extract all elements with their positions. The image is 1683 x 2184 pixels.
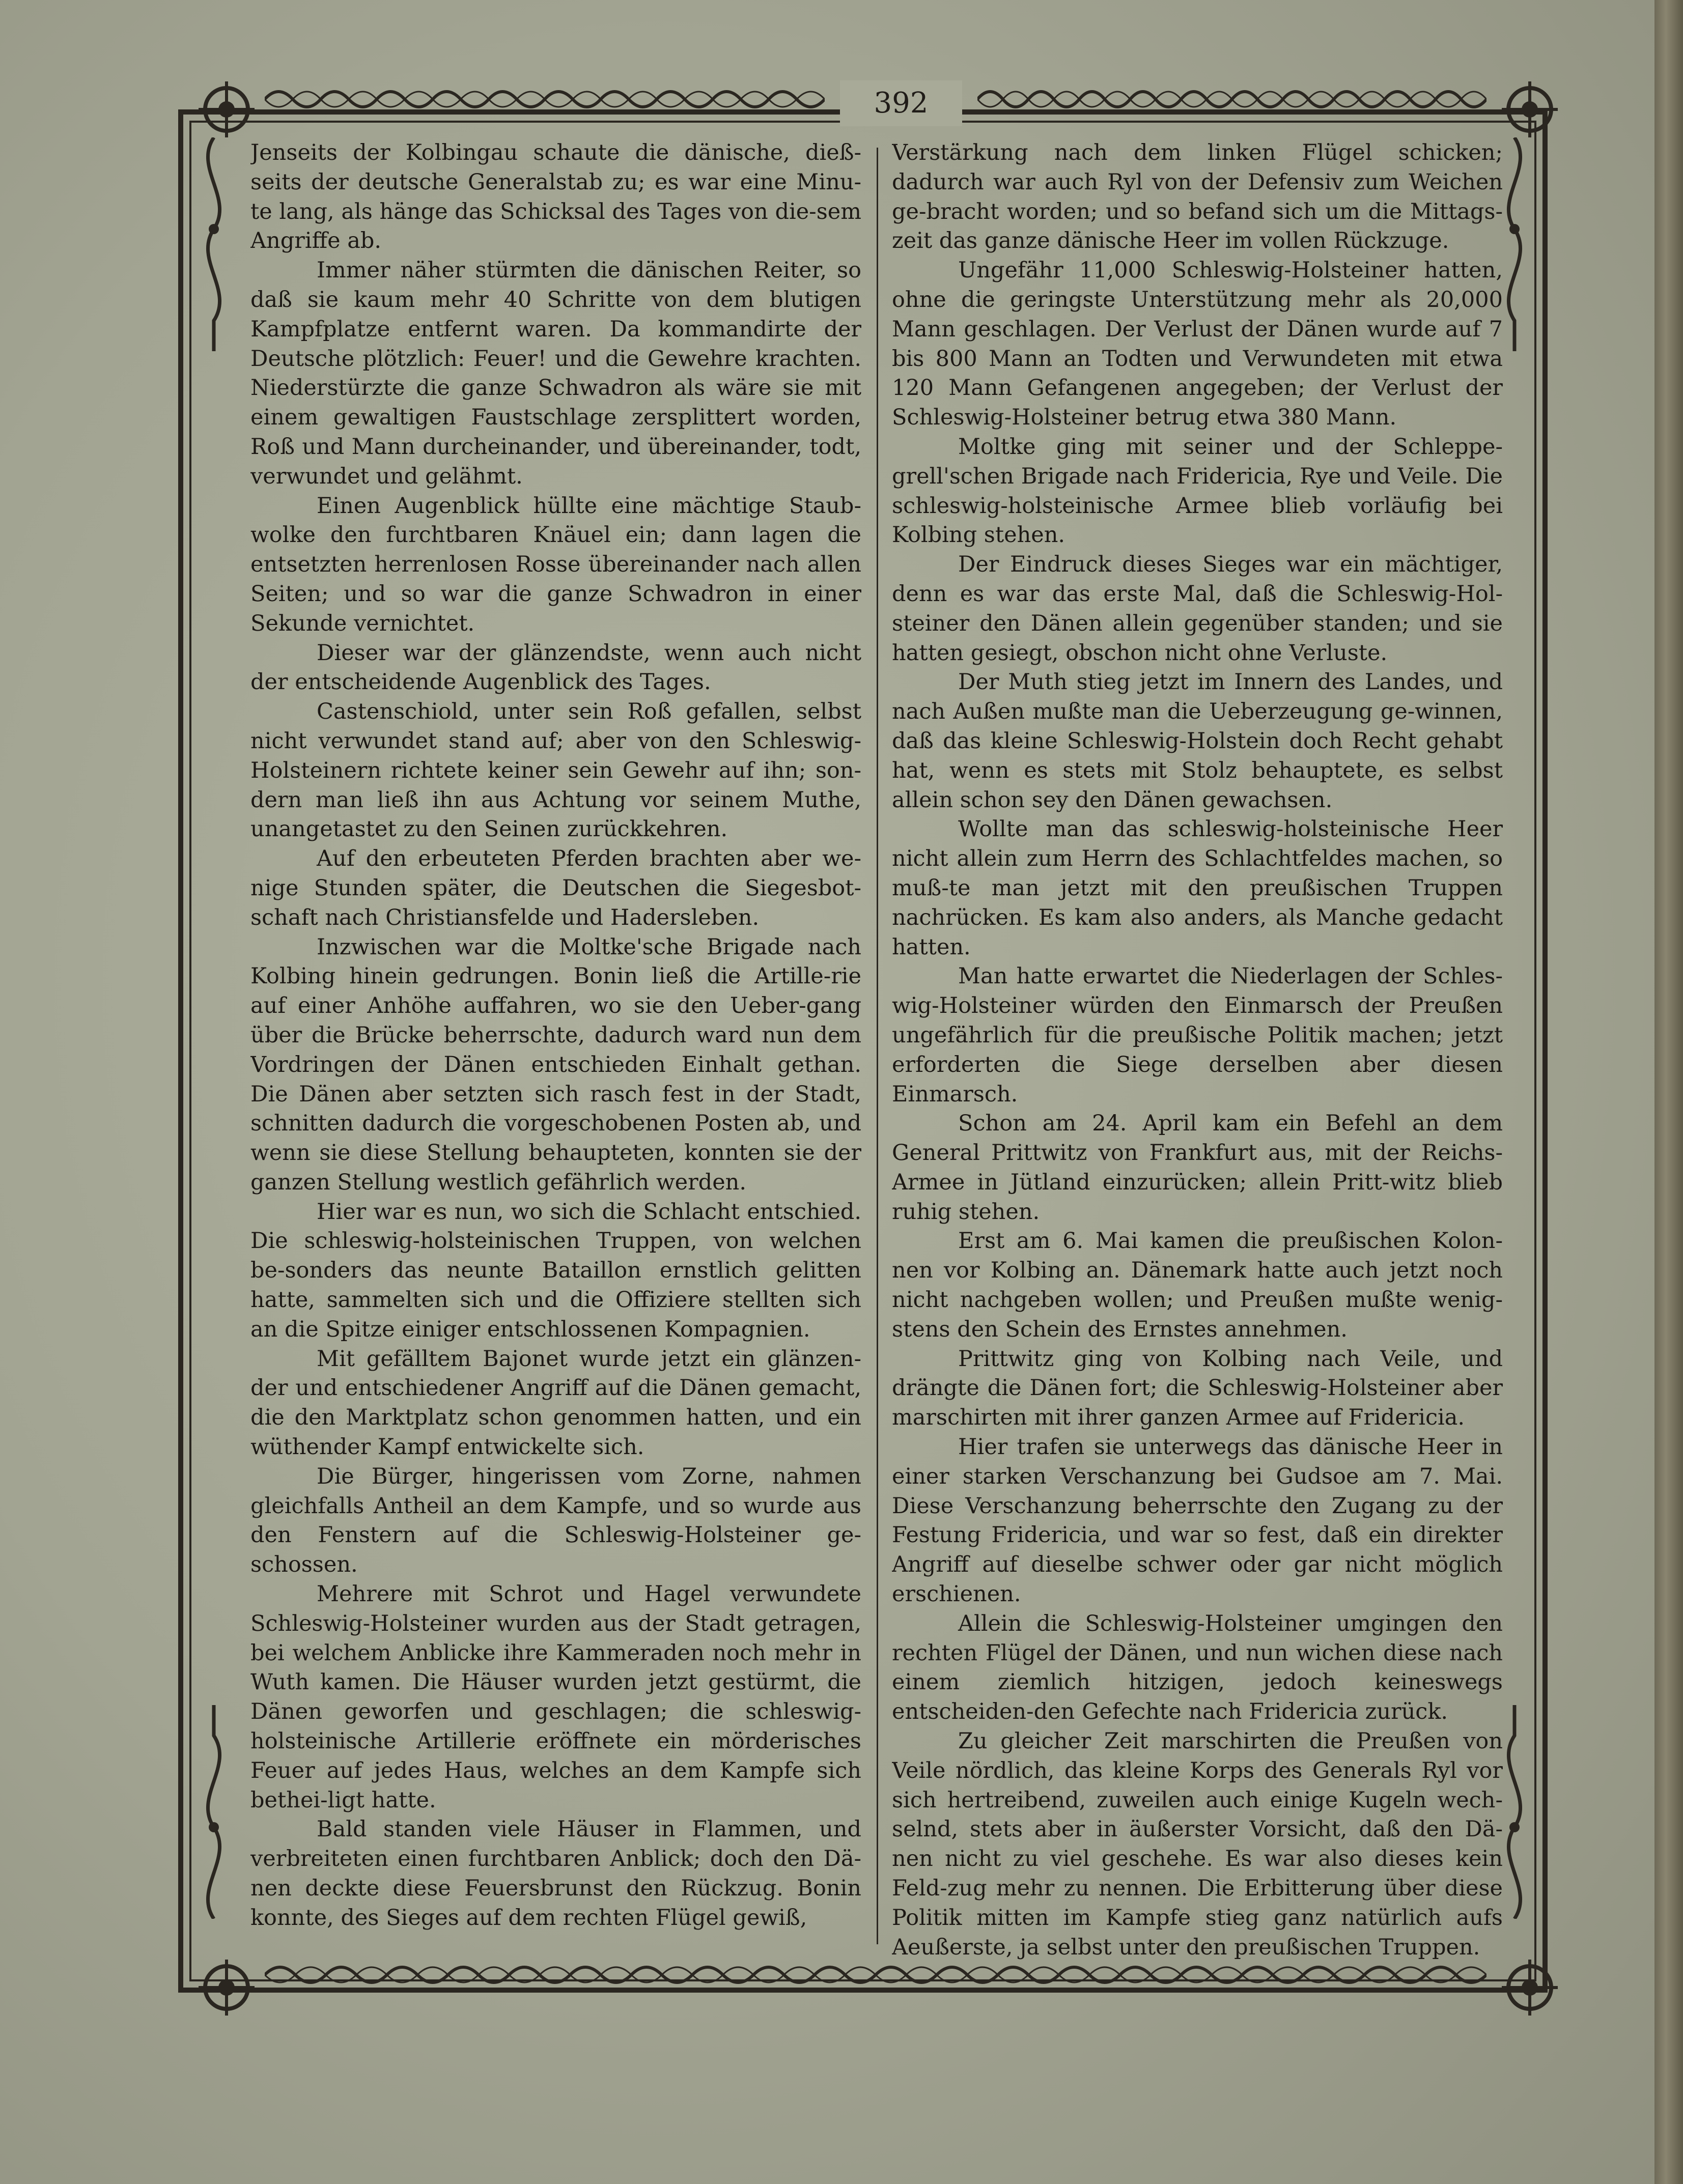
paragraph: Castenschiold, unter sein Roß gefallen, selbst nicht verwundet stand auf; aber von den Schleswig-Holsteinern richtete keiner sein Gewehr auf ihn; son-dern man ließ ihn aus Achtung vor seinem Muthe, unangetastet zu den Seinen zurückkehren. (250, 699, 861, 842)
corner-rosette-icon (1492, 1949, 1568, 2026)
vine-ornament-icon (193, 137, 234, 351)
paragraph: Verstärkung nach dem linken Flügel schicken; dadurch war auch Ryl von der Defensiv zum Weichen ge-bracht worden; und so befand sich um die Mittags-zeit das ganze dänische Heer im vollen Rückzuge. (892, 140, 1503, 254)
paragraph: Inzwischen war die Moltke'sche Brigade nach Kolbing hinein gedrungen. Bonin ließ die Artille-rie auf einer Anhöhe auffahren, wo sie den Ueber-gang über die Brücke beherrschte, dadurch ward nun dem Vordringen der Dänen entschieden Einhalt gethan. Die Dänen aber setzten sich rasch fest in der Stadt, schnitten dadurch die vorgeschobenen Posten ab, und wenn sie diese Stellung behaupteten, konnten sie der ganzen Stellung westlich gefährlich werden. (250, 934, 861, 1195)
paragraph: Hier trafen sie unterwegs das dänische Heer in einer starken Verschanzung bei Gudsoe am 7. Mai. Diese Verschanzung beherrschte den Zugang zu der Festung Fridericia, und war so fest, daß ein direkter Angriff auf dieselbe schwer oder gar nicht möglich erschienen. (892, 1434, 1503, 1607)
page-number: 392 (840, 80, 962, 126)
wave-border-icon (977, 84, 1486, 115)
paragraph: Dieser war der glänzendste, wenn auch nicht der entscheidende Augenblick des Tages. (250, 640, 861, 695)
corner-rosette-icon (188, 1949, 265, 2026)
wave-border-icon (265, 84, 825, 115)
paragraph: Erst am 6. Mai kamen die preußischen Kolon-nen vor Kolbing an. Dänemark hatte auch jetzt noch nicht nachgeben wollen; und Preußen mußte wenig-stens den Schein des Ernstes annehmen. (892, 1228, 1503, 1342)
paragraph: Mehrere mit Schrot und Hagel verwundete Schleswig-Holsteiner wurden aus der Stadt getragen, bei welchem Anblicke ihre Kammeraden noch mehr in Wuth kamen. Die Häuser wurden jetzt gestürmt, die Dänen geworfen und geschlagen; die schleswig-holsteinische Artillerie eröffnete ein mörderisches Feuer auf jedes Haus, welches an dem Kampfe sich bethei-ligt hatte. (250, 1581, 861, 1813)
column-divider (877, 148, 878, 1944)
right-column (892, 138, 1503, 1961)
paragraph: Der Muth stieg jetzt im Innern des Landes, und nach Außen mußte man die Ueberzeugung ge-winnen, daß das kleine Schleswig-Holstein doch Recht gehabt hat, wenn es stets mit Stolz behauptete, es selbst allein schon sey den Dänen gewachsen. (892, 669, 1503, 813)
paragraph: Schon am 24. April kam ein Befehl an dem General Prittwitz von Frankfurt aus, mit der Reichs-Armee in Jütland einzurücken; allein Pritt-witz blieb ruhig stehen. (892, 1111, 1503, 1225)
paragraph: Die Bürger, hingerissen vom Zorne, nahmen gleichfalls Antheil an dem Kampfe, und so wurde aus den Fenstern auf die Schleswig-Holsteiner ge-schossen. (250, 1463, 861, 1578)
paragraph: Der Eindruck dieses Sieges war ein mächtiger, denn es war das erste Mal, daß die Schleswig-Hol-steiner den Dänen allein gegenüber standen; und sie hatten gesiegt, obschon nicht ohne Verluste. (892, 552, 1503, 666)
wave-border-icon (265, 1960, 1486, 1990)
paragraph: Immer näher stürmten die dänischen Reiter, so daß sie kaum mehr 40 Schritte von dem blutigen Kampfplatze entfernt waren. Da kommandirte der Deutsche plötzlich: Feuer! und die Gewehre krachten. Niederstürzte die ganze Schwadron als wäre sie mit einem gewaltigen Faustschlage zersplittert worden, Roß und Mann durcheinander, und übereinander, todt, verwundet und gelähmt. (250, 258, 861, 489)
paragraph: Prittwitz ging von Kolbing nach Veile, und drängte die Dänen fort; die Schleswig-Holsteiner aber marschirten mit ihrer ganzen Armee auf Fridericia. (892, 1346, 1503, 1431)
paragraph: Jenseits der Kolbingau schaute die dänische, dieß-seits der deutsche Generalstab zu; es war eine Minu-te lang, als hänge das Schicksal des Tages von die-sem Angriffe ab. (250, 140, 861, 254)
left-column (250, 138, 861, 1961)
paragraph: Mit gefälltem Bajonet wurde jetzt ein glänzen-der und entschiedener Angriff auf die Dänen gemacht, die den Marktplatz schon genommen hatten, und ein wüthender Kampf entwickelte sich. (250, 1346, 861, 1460)
corner-rosette-icon (1492, 71, 1568, 148)
paragraph: Einen Augenblick hüllte eine mächtige Staub-wolke den furchtbaren Knäuel ein; dann lagen die entsetzten herrenlosen Rosse übereinander nach allen Seiten; und so war die ganze Schwadron in einer Sekunde vernichtet. (250, 493, 861, 636)
book-spine (1654, 0, 1683, 2184)
paragraph: Man hatte erwartet die Niederlagen der Schles-wig-Holsteiner würden den Einmarsch der Preußen ungefährlich für die preußische Politik machen; jetzt erforderten die Siege derselben aber diesen Einmarsch. (892, 963, 1503, 1107)
paragraph: Moltke ging mit seiner und der Schleppe-grell'schen Brigade nach Fridericia, Rye und Veile. Die schleswig-holsteinische Armee blieb vorläufig bei Kolbing stehen. (892, 434, 1503, 548)
paragraph: Allein die Schleswig-Holsteiner umgingen den rechten Flügel der Dänen, und nun wichen diese nach einem ziemlich hitzigen, jedoch keineswegs entscheiden-den Gefechte nach Fridericia zurück. (892, 1610, 1503, 1725)
paragraph: Wollte man das schleswig-holsteinische Heer nicht allein zum Herrn des Schlachtfeldes machen, so muß-te man jetzt mit den preußischen Truppen nachrücken. Es kam also anders, als Manche gedacht hatten. (892, 816, 1503, 960)
vine-ornament-icon (193, 1705, 234, 1919)
paragraph: Auf den erbeuteten Pferden brachten aber we-nige Stunden später, die Deutschen die Siegesbot-schaft nach Christiansfelde und Hadersleben. (250, 846, 861, 930)
paragraph: Zu gleicher Zeit marschirten die Preußen von Veile nördlich, das kleine Korps des Generals Ryl vor sich hertreibend, zuweilen auch einige Kugeln wech-selnd, stets aber in äußerster Vorsicht, daß den Dä-nen nicht zu viel geschehe. Es war also dieses kein Feld-zug mehr zu nennen. Die Erbitterung über diese Politik mitten im Kampfe stieg ganz natürlich aufs Aeußerste, ja selbst unter den preußischen Truppen. (892, 1728, 1503, 1960)
paragraph: Bald standen viele Häuser in Flammen, und verbreiteten einen furchtbaren Anblick; doch den Dä-nen deckte diese Feuersbrunst den Rückzug. Bonin konnte, des Sieges auf dem rechten Flügel gewiß, (250, 1817, 861, 1931)
paragraph: Ungefähr 11,000 Schleswig-Holsteiner hatten, ohne die geringste Unterstützung mehr als 20,000 Mann geschlagen. Der Verlust der Dänen wurde auf 7 bis 800 Mann an Todten und Verwundeten mit etwa 120 Mann Gefangenen angegeben; der Verlust der Schleswig-Holsteiner betrug etwa 380 Mann. (892, 258, 1503, 431)
corner-rosette-icon (188, 71, 265, 148)
paragraph: Hier war es nun, wo sich die Schlacht entschied. Die schleswig-holsteinischen Truppen, von welchen be-sonders das neunte Bataillon ernstlich gelitten hatte, sammelten sich und die Offiziere stellten sich an die Spitze einiger entschlossenen Kompagnien. (250, 1199, 861, 1342)
